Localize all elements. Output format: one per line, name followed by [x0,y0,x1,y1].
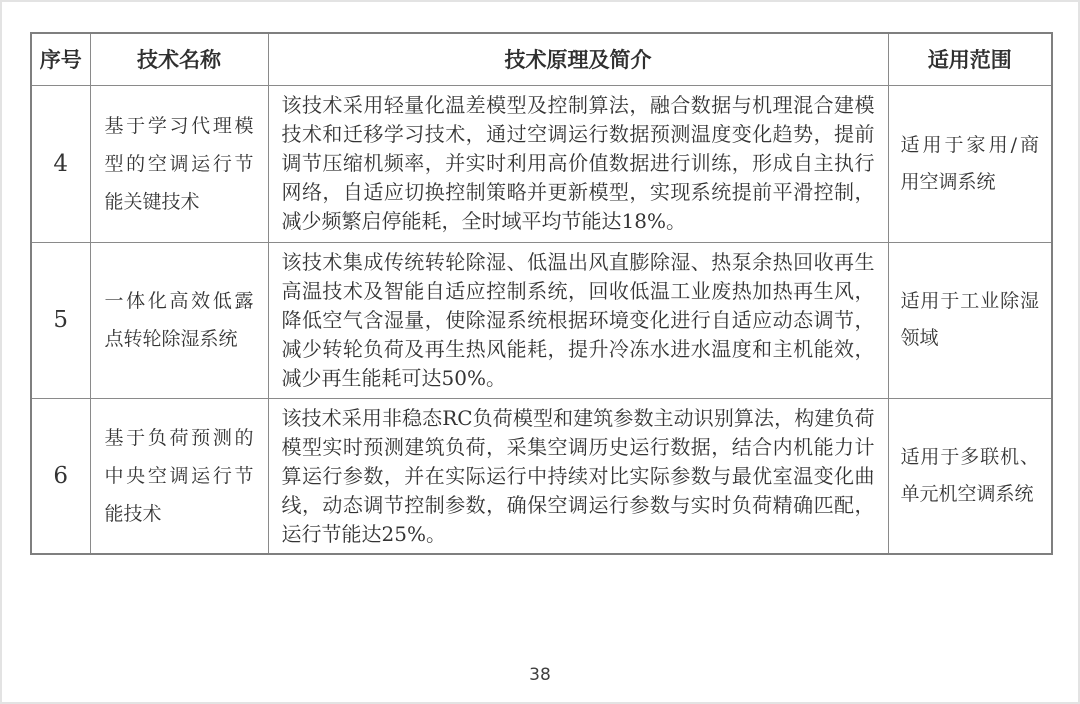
cell-serial-number: 5 [31,242,90,398]
cell-technology-name: 一体化高效低露点转轮除湿系统 [90,242,268,398]
header-applicable-scope: 适用范围 [888,33,1052,85]
cell-technology-name: 基于学习代理模型的空调运行节能关键技术 [90,85,268,242]
technology-table [30,32,1053,555]
table-row [31,85,1052,242]
cell-scope: 适用于家用/商用空调系统 [888,85,1052,242]
table-row [31,398,1052,554]
cell-description: 该技术采用非稳态RC负荷模型和建筑参数主动识别算法，构建负荷模型实时预测建筑负荷，采集空调历史运行数据，结合内机能力计算运行参数，并在实际运行中持续对比实际参数与最优室温变化曲线，动态调节控制参数，确保空调运行参数与实时负荷精确匹配，运行节能达25%。 [268,398,888,554]
page-number: 38 [529,665,551,685]
cell-description: 该技术集成传统转轮除湿、低温出风直膨除湿、热泵余热回收再生高温技术及智能自适应控制系统，回收低温工业废热加热再生风，降低空气含湿量，使除湿系统根据环境变化进行自适应动态调节，减少转轮负荷及再生热风能耗，提升冷冻水进水温度和主机能效，减少再生能耗可达50%。 [268,242,888,398]
cell-scope: 适用于工业除湿领域 [888,242,1052,398]
header-serial-number: 序号 [31,33,90,85]
cell-scope: 适用于多联机、单元机空调系统 [888,398,1052,554]
header-technology-name: 技术名称 [90,33,268,85]
cell-serial-number: 6 [31,398,90,554]
table-row [31,242,1052,398]
table-header-row [31,33,1052,85]
header-principle-intro: 技术原理及简介 [268,33,888,85]
cell-technology-name: 基于负荷预测的中央空调运行节能技术 [90,398,268,554]
cell-description: 该技术采用轻量化温差模型及控制算法，融合数据与机理混合建模技术和迁移学习技术，通过空调运行数据预测温度变化趋势，提前调节压缩机频率，并实时利用高价值数据进行训练，形成自主执行网络，自适应切换控制策略并更新模型，实现系统提前平滑控制，减少频繁启停能耗，全时域平均节能达18%。 [268,85,888,242]
cell-serial-number: 4 [31,85,90,242]
